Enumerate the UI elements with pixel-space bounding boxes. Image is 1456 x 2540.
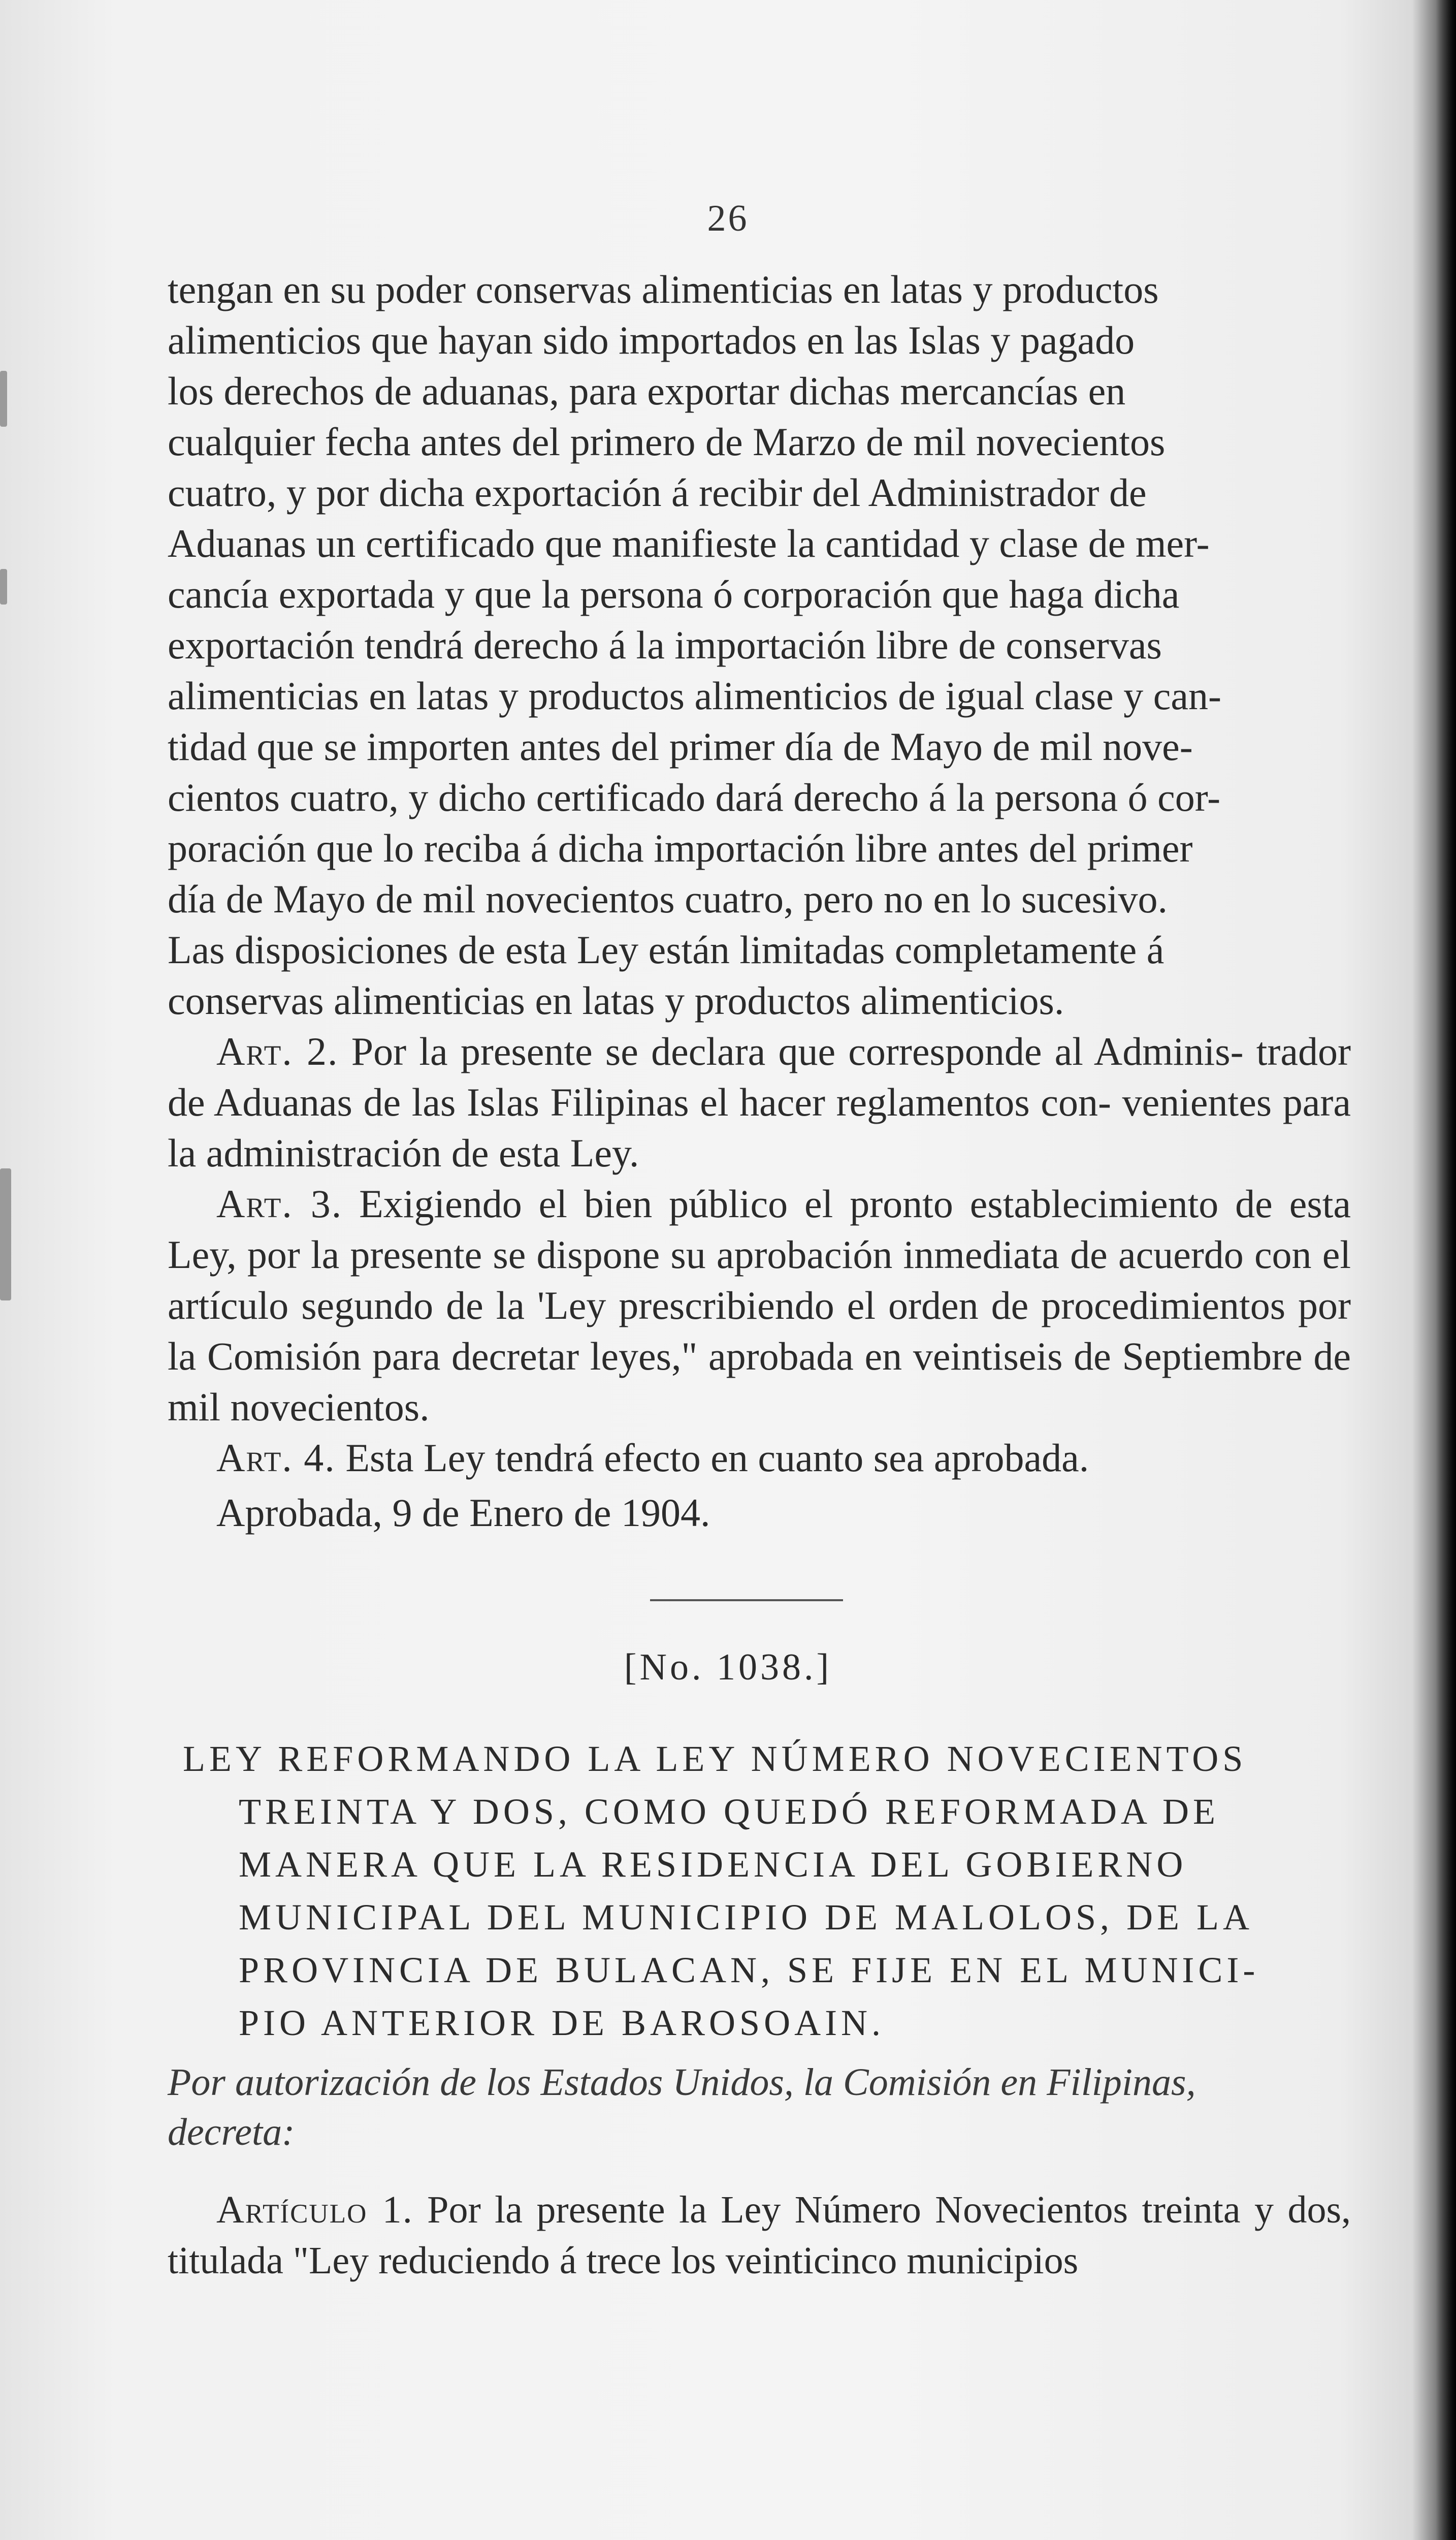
article-text: Por la presente se declara que corresponde al Adminis- trador de Aduanas de las Islas Filipinas el hacer reglamentos con- venientes para la administración de esta Ley. bbox=[168, 1029, 1351, 1175]
article-text: Exigiendo el bien público el pronto establecimiento de esta Ley, por la presente se dispone su aprobación inmediata de acuerdo con el artículo segundo de la 'Ley prescribiendo el orden de procedimientos por la Comisión para decretar leyes," aprobada en veintiseis de Septiembre de mil novecientos. bbox=[168, 1182, 1351, 1429]
text-line: cientos cuatro, y dicho certificado dará derecho á la persona ó cor- bbox=[168, 775, 1221, 819]
page-edge-mark bbox=[0, 1168, 11, 1300]
text-line: Las disposiciones de esta Ley están limitadas completamente á bbox=[168, 928, 1164, 972]
article-label: Art. 2. bbox=[216, 1029, 339, 1073]
continuation-text bbox=[168, 264, 1351, 1538]
enacting-clause-line: decreta: bbox=[168, 2111, 295, 2153]
text-line: alimenticias en latas y productos alimenticios de igual clase y can- bbox=[168, 674, 1221, 718]
text-line: cuatro, y por dicha exportación á recibir del Administrador de bbox=[168, 470, 1147, 515]
law-number: [No. 1038.] bbox=[624, 1646, 832, 1688]
article-text: Por la presente la Ley Número Novecientos treinta y dos, titulada "Ley reduciendo á trece los veinticinco municipios bbox=[168, 2188, 1351, 2282]
text-line: alimenticios que hayan sido importados en las Islas y pagado bbox=[168, 318, 1135, 362]
page-edge-mark bbox=[0, 371, 7, 427]
law-title-line: LEY REFORMANDO LA LEY NÚMERO NOVECIENTOS bbox=[183, 1738, 1247, 1779]
article-label: Artículo 1. bbox=[216, 2188, 413, 2231]
approval-date: Aprobada, 9 de Enero de 1904. bbox=[216, 1490, 710, 1535]
text-line: poración que lo reciba á dicha importación libre antes del primer bbox=[168, 826, 1193, 870]
page-number: 26 bbox=[707, 198, 749, 239]
enacting-clause-line: Por autorización de los Estados Unidos, la Comisión en Filipinas, bbox=[168, 2061, 1196, 2104]
article-1-paragraph bbox=[168, 2184, 1351, 2286]
law-title-line: MANERA QUE LA RESIDENCIA DEL GOBIERNO bbox=[239, 1844, 1187, 1885]
article-2 bbox=[168, 1026, 1351, 1179]
text-line: tidad que se importen antes del primer día de Mayo de mil nove- bbox=[168, 724, 1193, 769]
law-title-line: TREINTA Y DOS, COMO QUEDÓ REFORMADA DE bbox=[239, 1791, 1219, 1832]
article-label: Art. 4. bbox=[216, 1436, 336, 1480]
text-line: conservas alimenticias en latas y productos alimenticios. bbox=[168, 978, 1064, 1023]
text-line: los derechos de aduanas, para exportar dichas mercancías en bbox=[168, 369, 1126, 413]
text-line: día de Mayo de mil novecientos cuatro, pero no en lo sucesivo. bbox=[168, 877, 1168, 921]
book-binding-shadow bbox=[1436, 0, 1456, 2540]
article-1 bbox=[168, 2184, 1351, 2286]
text-line: tengan en su poder conservas alimenticias en latas y productos bbox=[168, 267, 1159, 311]
text-line: exportación tendrá derecho á la importación libre de conservas bbox=[168, 623, 1162, 667]
enacting-clause bbox=[168, 2057, 1351, 2157]
article-3 bbox=[168, 1179, 1351, 1433]
text-line: cancía exportada y que la persona ó corporación que haga dicha bbox=[168, 572, 1180, 616]
article-label: Art. 3. bbox=[216, 1182, 343, 1226]
law-title-line: PROVINCIA DE BULACAN, SE FIJE EN EL MUNICI- bbox=[239, 1950, 1259, 1990]
text-line: Aduanas un certificado que manifieste la cantidad y clase de mer- bbox=[168, 521, 1210, 565]
law-title bbox=[183, 1732, 1351, 2049]
law-title-line: MUNICIPAL DEL MUNICIPIO DE MALOLOS, DE LA bbox=[239, 1897, 1253, 1938]
text-line: cualquier fecha antes del primero de Marzo de mil novecientos bbox=[168, 420, 1166, 464]
section-divider bbox=[650, 1599, 843, 1601]
article-4 bbox=[168, 1433, 1351, 1483]
law-title-line: PIO ANTERIOR DE BAROSOAIN. bbox=[239, 2003, 885, 2043]
article-text: Esta Ley tendrá efecto en cuanto sea aprobada. bbox=[345, 1436, 1089, 1480]
page-edge-mark bbox=[0, 569, 7, 605]
